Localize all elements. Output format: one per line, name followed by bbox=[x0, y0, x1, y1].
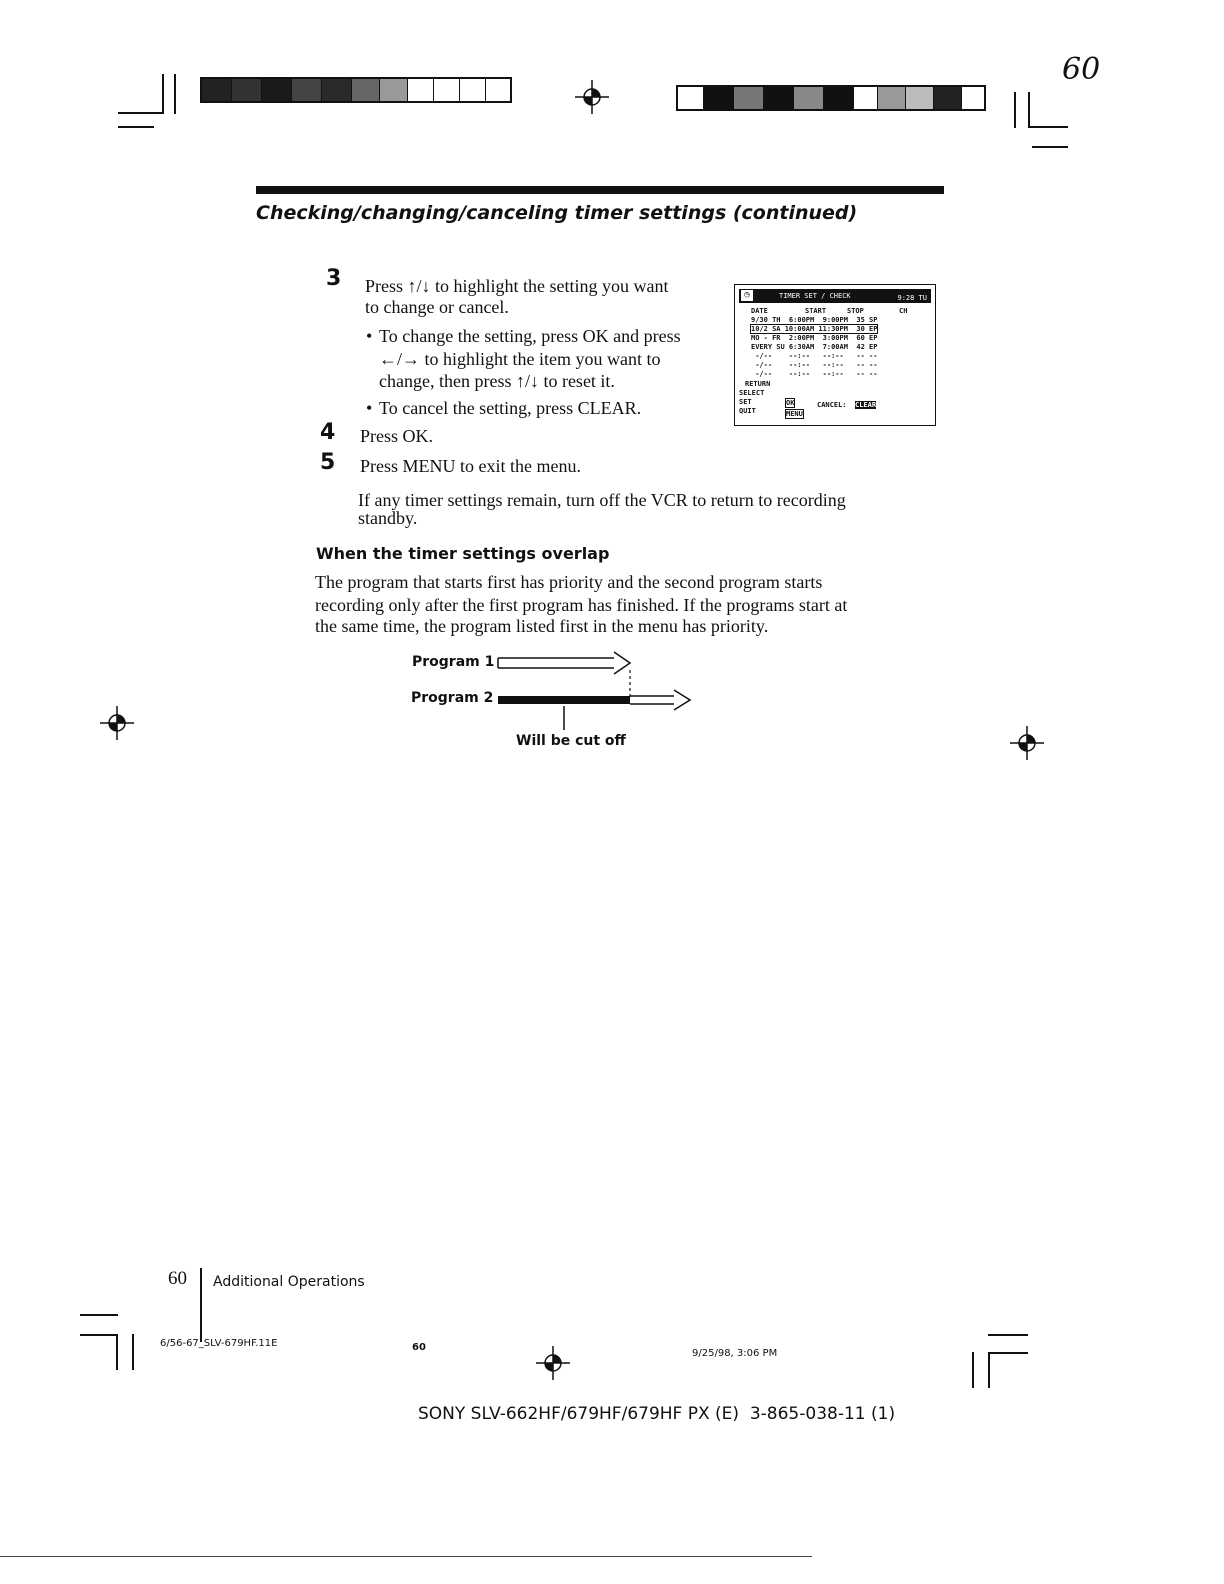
timer-row-6: -/-- --:-- --:-- -- -- bbox=[751, 361, 878, 369]
step-3-bullet-1-line-3: change, then press ↑/↓ to reset it. bbox=[379, 371, 615, 391]
program-1-label: Program 1 bbox=[412, 654, 495, 670]
crop-mark-bottom-left-v2 bbox=[132, 1334, 134, 1370]
print-slug-file: 6/56-67_SLV-679HF.11E bbox=[160, 1338, 278, 1349]
program-2-label: Program 2 bbox=[411, 690, 494, 706]
step-3-text-line-2: to change or cancel. bbox=[365, 297, 509, 317]
timer-screen-title-bar bbox=[739, 289, 931, 303]
registration-crosshair-bottom bbox=[536, 1346, 570, 1380]
overlap-paragraph-line-3: the same time, the program listed first in the menu has priority. bbox=[315, 616, 769, 636]
registration-strip-left bbox=[200, 77, 512, 103]
section-rule bbox=[256, 186, 944, 194]
timer-header-stop: STOP bbox=[847, 307, 864, 315]
handwritten-page-number: 60 bbox=[1062, 52, 1101, 87]
overlap-paragraph-line-1: The program that starts first has priority and the second program starts bbox=[315, 572, 823, 592]
timer-set-key: OK bbox=[786, 399, 795, 407]
timer-cancel-key: CLEAR bbox=[855, 401, 877, 409]
crop-mark-top-right-h2 bbox=[1032, 146, 1068, 148]
crop-mark-bottom-right-v2 bbox=[988, 1352, 990, 1388]
print-slug-page: 60 bbox=[412, 1342, 426, 1353]
timer-screen-title: TIMER SET / CHECK bbox=[779, 292, 851, 300]
bullet-2-marker: • bbox=[366, 398, 373, 418]
crop-mark-bottom-left-h2 bbox=[80, 1334, 118, 1336]
scan-edge-line bbox=[0, 1556, 812, 1557]
timer-row-7: -/-- --:-- --:-- -- -- bbox=[751, 370, 878, 378]
footer-page-number: 60 bbox=[168, 1268, 187, 1289]
overlap-heading: When the timer settings overlap bbox=[316, 544, 610, 563]
step-3-bullet-1-line-1: To change the setting, press OK and press bbox=[379, 326, 681, 346]
step-4-number: 4 bbox=[320, 420, 336, 445]
timer-quit: QUIT bbox=[739, 407, 756, 415]
timer-row-3: MO - FR 2:00PM 3:00PM 60 EP bbox=[751, 334, 878, 342]
step-5-number: 5 bbox=[320, 450, 336, 475]
crop-mark-top-left-v2 bbox=[174, 74, 176, 114]
exit-note-line-2: standby. bbox=[358, 508, 418, 528]
step-4-text: Press OK. bbox=[360, 426, 434, 446]
timer-return: RETURN bbox=[745, 380, 771, 388]
footer-section: Additional Operations bbox=[213, 1274, 365, 1290]
timer-set: SET bbox=[739, 398, 752, 406]
crop-mark-bottom-left-v bbox=[116, 1334, 118, 1370]
section-title: Checking/changing/canceling timer settings (continued) bbox=[256, 202, 858, 224]
program-1-arrow bbox=[498, 652, 630, 674]
program-2-arrow bbox=[498, 690, 690, 710]
overlap-diagram bbox=[494, 648, 704, 734]
step-3-bullet-2-line-1: To cancel the setting, press CLEAR. bbox=[379, 398, 642, 418]
crop-mark-top-left-v bbox=[162, 74, 164, 114]
timer-row-1: 9/30 TH 6:00PM 9:00PM 35 SP bbox=[751, 316, 878, 324]
timer-header-ch: CH bbox=[899, 307, 908, 315]
timer-row-4: EVERY SU 6:30AM 7:00AM 42 EP bbox=[751, 343, 878, 351]
timer-header-date: DATE bbox=[751, 307, 768, 315]
step-3-bullet-1-line-2: ←/→ to highlight the item you want to bbox=[379, 349, 661, 369]
timer-header-start: START bbox=[805, 307, 827, 315]
cut-off-label: Will be cut off bbox=[516, 733, 626, 749]
timer-select: SELECT bbox=[739, 389, 765, 397]
step-5-text: Press MENU to exit the menu. bbox=[360, 456, 581, 476]
timer-cancel-label: CANCEL: bbox=[817, 401, 847, 409]
registration-crosshair-right bbox=[1010, 726, 1044, 760]
exit-note-line-1: If any timer settings remain, turn off the VCR to return to recording bbox=[358, 490, 846, 510]
step-3-text-line-1: Press ↑/↓ to highlight the setting you want bbox=[365, 276, 669, 296]
registration-crosshair-left bbox=[100, 706, 134, 740]
bullet-1-marker: • bbox=[366, 326, 373, 346]
crop-mark-top-right-v2 bbox=[1028, 92, 1030, 128]
step-3-number: 3 bbox=[326, 266, 342, 291]
timer-quit-key: MENU bbox=[786, 410, 803, 418]
crop-mark-bottom-right-h2 bbox=[988, 1352, 1028, 1354]
model-line: SONY SLV-662HF/679HF/679HF PX (E) 3-865-038-11 (1) bbox=[418, 1404, 896, 1424]
footer-divider bbox=[200, 1268, 202, 1342]
crop-mark-bottom-left-h bbox=[80, 1314, 118, 1316]
registration-strip-right bbox=[676, 85, 986, 111]
timer-row-5: -/-- --:-- --:-- -- -- bbox=[751, 352, 878, 360]
crop-mark-top-right-v bbox=[1014, 92, 1016, 128]
timer-screen-clock: 9:28 TU bbox=[897, 294, 927, 302]
crop-mark-top-left-h2 bbox=[118, 126, 154, 128]
overlap-paragraph-line-2: recording only after the first program has finished. If the programs start at bbox=[315, 595, 848, 615]
registration-crosshair-top bbox=[575, 80, 609, 114]
crop-mark-bottom-right-v bbox=[972, 1352, 974, 1388]
crop-mark-top-left-h bbox=[118, 112, 164, 114]
print-slug-datetime: 9/25/98, 3:06 PM bbox=[692, 1348, 778, 1359]
timer-clock-icon: ◷ bbox=[741, 290, 753, 301]
crop-mark-top-right-h bbox=[1028, 126, 1068, 128]
crop-mark-bottom-right-h bbox=[988, 1334, 1028, 1336]
timer-row-2: 10/2 SA 10:00AM 11:30PM 30 EP bbox=[751, 325, 878, 333]
timer-screen-illustration bbox=[734, 284, 936, 426]
